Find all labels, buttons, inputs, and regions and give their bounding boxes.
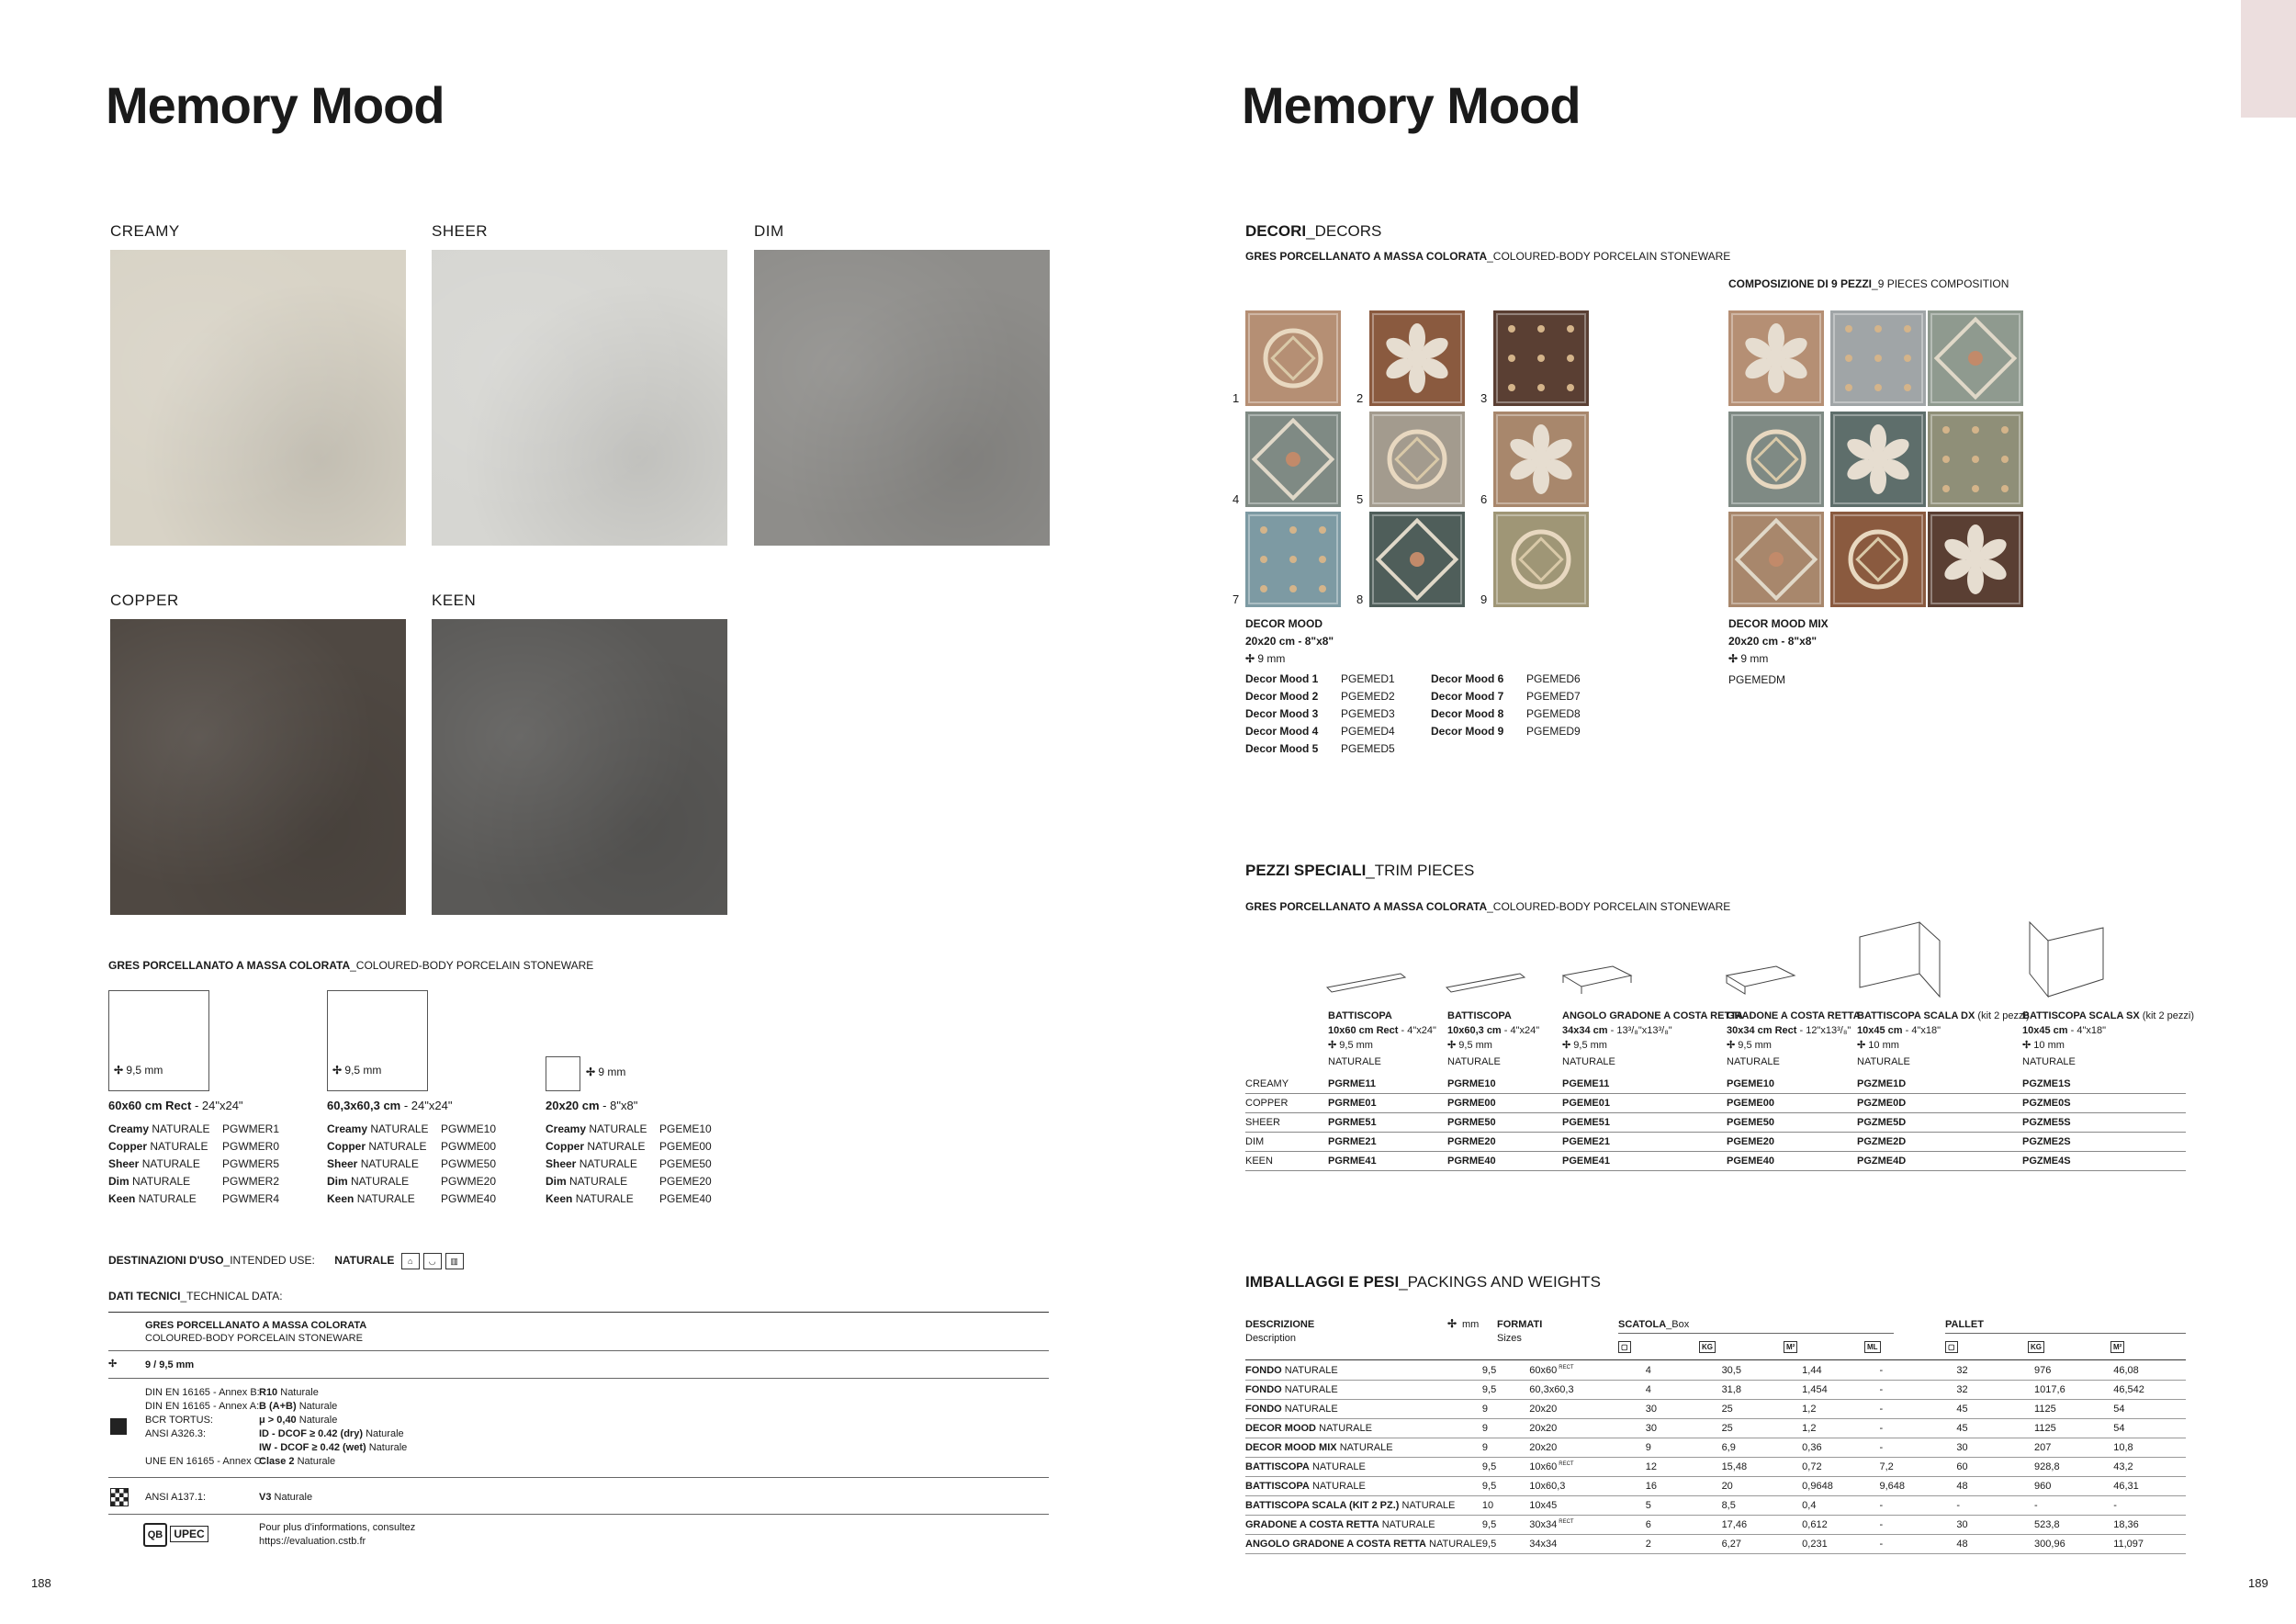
format-code: PGWME50	[441, 1157, 497, 1170]
bath-icon: ◡	[423, 1253, 442, 1269]
decor-item-code: PGEMED6	[1526, 672, 1581, 685]
decor-tile	[1493, 412, 1589, 507]
pack-row: FONDO NATURALE 9,5 60,3x60,3 4 31,8 1,454 - 32 1017,6 46,542	[1245, 1381, 2186, 1400]
trim-col-head: GRADONE A COSTA RETTA 30x34 cm Rect - 12"x13³/₈" ✢ 9,5 mm NATURALE	[1727, 1010, 1861, 1067]
tech-value: IW - DCOF ≥ 0.42 (wet) Naturale	[259, 1442, 408, 1453]
decor-item-name: Decor Mood 2	[1245, 690, 1319, 703]
decor-tile	[1245, 512, 1341, 607]
page-title-left: Memory Mood	[106, 76, 445, 134]
mix-tile	[1928, 512, 2023, 607]
tech-title: DATI TECNICI_TECHNICAL DATA:	[108, 1290, 283, 1303]
composition-title: COMPOSIZIONE DI 9 PEZZI_9 PIECES COMPOSITION	[1728, 277, 2009, 290]
pack-heading: IMBALLAGGI E PESI_PACKINGS AND WEIGHTS	[1245, 1273, 1601, 1291]
format-row: Sheer NATURALE	[327, 1157, 419, 1170]
tile-swatch	[110, 250, 406, 546]
thickness-icon: ✢	[1447, 1317, 1458, 1330]
trim-drawings	[1322, 909, 2204, 1012]
decor-item-name: Decor Mood 9	[1431, 725, 1504, 738]
pack-head-cell: mm	[1462, 1319, 1480, 1330]
tech-norm: BCR TORTUS:	[145, 1415, 213, 1426]
mix-tile	[1928, 412, 2023, 507]
box-icon: ▢	[1618, 1341, 1631, 1353]
mix-tile	[1728, 310, 1824, 406]
corner-tab	[2241, 0, 2296, 118]
decor-item-name: Decor Mood 4	[1245, 725, 1319, 738]
decor-number: 9	[1480, 592, 1488, 606]
format-row: Keen NATURALE	[108, 1192, 197, 1205]
format-code: PGWME40	[441, 1192, 497, 1205]
format-code: PGWMER0	[222, 1140, 280, 1153]
decor-tile	[1493, 310, 1589, 406]
format-row: Creamy NATURALE	[108, 1122, 210, 1135]
tech-value: B (A+B) Naturale	[259, 1401, 338, 1412]
trim-col-head: BATTISCOPA 10x60,3 cm - 4"x24" ✢ 9,5 mm NATURALE	[1447, 1010, 1540, 1067]
format-row: Keen NATURALE	[546, 1192, 634, 1205]
mix-tile	[1830, 310, 1926, 406]
step-corner-drawing	[1563, 966, 1631, 994]
decor-item-name: Decor Mood 1	[1245, 672, 1319, 685]
decor-tile	[1493, 512, 1589, 607]
upec-logo: QB UPEC	[143, 1523, 208, 1547]
trim-material: GRES PORCELLANATO A MASSA COLORATA_COLOURED-BODY PORCELAIN STONEWARE	[1245, 900, 1731, 913]
page-number-right: 189	[2248, 1576, 2268, 1590]
decor-material: GRES PORCELLANATO A MASSA COLORATA_COLOURED-BODY PORCELAIN STONEWARE	[1245, 250, 1731, 263]
decor-number: 3	[1480, 391, 1488, 405]
tech-value: R10 Naturale	[259, 1387, 319, 1398]
format-code: PGWMER1	[222, 1122, 280, 1135]
format-row: Sheer NATURALE	[546, 1157, 637, 1170]
format-row: Creamy NATURALE	[546, 1122, 647, 1135]
mix-tile	[1830, 412, 1926, 507]
format-row: Dim NATURALE	[108, 1175, 191, 1188]
format-code: PGWME00	[441, 1140, 497, 1153]
tech-norm: ANSI A326.3:	[145, 1428, 207, 1439]
decor-number: 5	[1356, 492, 1364, 506]
tech-norm: DIN EN 16165 - Annex B:	[145, 1387, 260, 1398]
trim-col-head: ANGOLO GRADONE A COSTA RETTA 34x34 cm - 13³/₈"x13³/₈" ✢ 9,5 mm NATURALE	[1562, 1010, 1743, 1067]
format-code: PGEME00	[659, 1140, 712, 1153]
trim-col-head: BATTISCOPA 10x60 cm Rect - 4"x24" ✢ 9,5 mm NATURALE	[1328, 1010, 1436, 1067]
decor-number: 6	[1480, 492, 1488, 506]
format-size: 60x60 cm Rect - 24"x24"	[108, 1099, 243, 1112]
area-icon: M²	[2110, 1341, 2124, 1353]
format-thickness: ✢ 9,5 mm	[114, 1064, 163, 1077]
mix-tile	[1728, 412, 1824, 507]
pack-row: BATTISCOPA SCALA (KIT 2 PZ.) NATURALE 10 10x45 5 8,5 0,4 - - - -	[1245, 1496, 2186, 1516]
tile-label: KEEN	[432, 592, 477, 609]
pack-row: FONDO NATURALE 9 20x20 30 25 1,2 - 45 1125 54	[1245, 1400, 2186, 1419]
decor-tile	[1369, 412, 1465, 507]
trim-row: CREAMY PGRME11 PGRME10 PGEME11 PGEME10 PGZME1D PGZME1S	[1245, 1075, 2186, 1094]
pack-box-head: SCATOLA_Box	[1618, 1319, 1690, 1330]
trim-col-head: BATTISCOPA SCALA SX (kit 2 pezzi) 10x45 cm - 4"x18" ✢ 10 mm NATURALE	[2022, 1010, 2195, 1067]
format-row: Creamy NATURALE	[327, 1122, 429, 1135]
format-code: PGWMER2	[222, 1175, 280, 1188]
pack-row: GRADONE A COSTA RETTA NATURALE 9,5 30x34 $^{RECT}$ 6 17,46 0,612 - 30 523,8 18,36	[1245, 1516, 2186, 1535]
format-row: Sheer NATURALE	[108, 1157, 200, 1170]
step-drawing	[1727, 966, 1795, 994]
decor-tile	[1245, 412, 1341, 507]
decor-item-name: Decor Mood 5	[1245, 742, 1319, 755]
format-thickness: ✢ 9,5 mm	[332, 1064, 382, 1077]
tech-value: ID - DCOF ≥ 0.42 (dry) Naturale	[259, 1428, 404, 1439]
mix-tile	[1728, 512, 1824, 607]
shop-icon: ▥	[445, 1253, 464, 1269]
pack-row: ANGOLO GRADONE A COSTA RETTA NATURALE 9,5 34x34 2 6,27 0,231 - 48 300,96 11,097	[1245, 1535, 2186, 1554]
tile-label: CREAMY	[110, 222, 180, 240]
slip-icon	[110, 1418, 127, 1435]
decor-item-code: PGEMED4	[1341, 725, 1395, 738]
format-code: PGWMER5	[222, 1157, 280, 1170]
tech-norm: UNE EN 16165 - Annex C:	[145, 1456, 264, 1467]
tech-value: μ > 0,40 Naturale	[259, 1415, 338, 1426]
tile-label: SHEER	[432, 222, 489, 240]
pack-row: FONDO NATURALE 9,5 60x60 $^{RECT}$ 4 30,5 1,44 - 32 976 46,08	[1245, 1361, 2186, 1381]
pack-row: BATTISCOPA NATURALE 9,5 10x60 $^{RECT}$ 12 15,48 0,72 7,2 60 928,8 43,2	[1245, 1458, 2186, 1477]
weight-icon: KG	[2028, 1341, 2044, 1353]
pack-head-cell: Sizes	[1497, 1333, 1522, 1344]
trim-col-head: BATTISCOPA SCALA DX (kit 2 pezzi) 10x45 cm - 4"x18" ✢ 10 mm NATURALE	[1857, 1010, 2030, 1067]
format-row: Dim NATURALE	[546, 1175, 628, 1188]
format-row: Copper NATURALE	[546, 1140, 646, 1153]
decor-item-code: PGEMED8	[1526, 707, 1581, 720]
length-icon: ML	[1864, 1341, 1881, 1353]
pallet-icon: ▢	[1945, 1341, 1958, 1353]
area-icon: M²	[1784, 1341, 1797, 1353]
mix-info: DECOR MOOD MIX 20x20 cm - 8"x8" ✢ 9 mm PGEMEDM	[1728, 617, 1829, 686]
mix-tile	[1830, 512, 1926, 607]
tile-swatch	[432, 250, 727, 546]
trim-row: COPPER PGRME01 PGRME00 PGEME01 PGEME00 PGZME0D PGZME0S	[1245, 1094, 2186, 1113]
decor-item-code: PGEMED9	[1526, 725, 1581, 738]
pack-head-cell: PALLET	[1945, 1319, 1984, 1330]
decor-item-code: PGEMED3	[1341, 707, 1395, 720]
trim-row: KEEN PGRME41 PGRME40 PGEME41 PGEME40 PGZME4D PGZME4S	[1245, 1152, 2186, 1171]
format-row: Copper NATURALE	[108, 1140, 208, 1153]
tile-label: DIM	[754, 222, 784, 240]
decor-number: 7	[1232, 592, 1240, 606]
intended-use: DESTINAZIONI D'USO_INTENDED USE: NATURALE ⌂ ◡ ▥	[108, 1253, 464, 1269]
format-code: PGEME50	[659, 1157, 712, 1170]
tech-norm: DIN EN 16165 - Annex A:	[145, 1401, 260, 1412]
format-code: PGWMER4	[222, 1192, 280, 1205]
pack-table	[1245, 1361, 2186, 1554]
pack-row: DECOR MOOD MIX NATURALE 9 20x20 9 6,9 0,36 - 30 207 10,8	[1245, 1438, 2186, 1458]
format-row: Copper NATURALE	[327, 1140, 427, 1153]
format-code: PGEME40	[659, 1192, 712, 1205]
material-line: GRES PORCELLANATO A MASSA COLORATA_COLOURED-BODY PORCELAIN STONEWARE	[108, 959, 594, 972]
format-box	[546, 1056, 580, 1091]
tech-value: Clase 2 Naturale	[259, 1456, 336, 1467]
pack-head-cell: Description	[1245, 1333, 1297, 1344]
format-row: Keen NATURALE	[327, 1192, 415, 1205]
decor-item-name: Decor Mood 8	[1431, 707, 1504, 720]
decor-heading: DECORI_DECORS	[1245, 222, 1382, 240]
decor-number: 1	[1232, 391, 1240, 405]
tech-material-2: COLOURED-BODY PORCELAIN STONEWARE	[145, 1333, 363, 1344]
trim-row: DIM PGRME21 PGRME20 PGEME21 PGEME20 PGZME2D PGZME2S	[1245, 1133, 2186, 1152]
format-code: PGEME20	[659, 1175, 712, 1188]
decor-tile	[1369, 512, 1465, 607]
decor-item-code: PGEMED7	[1526, 690, 1581, 703]
stair-skirting-sx-drawing	[2030, 922, 2103, 997]
format-code: PGWME20	[441, 1175, 497, 1188]
tech-material-1: GRES PORCELLANATO A MASSA COLORATA	[145, 1320, 367, 1331]
weight-icon: KG	[1699, 1341, 1716, 1353]
pack-head-cell: DESCRIZIONE	[1245, 1319, 1315, 1330]
house-icon: ⌂	[401, 1253, 420, 1269]
decor-tile	[1369, 310, 1465, 406]
mix-tile	[1928, 310, 2023, 406]
format-size: 60,3x60,3 cm - 24"x24"	[327, 1099, 453, 1112]
page-title-right: Memory Mood	[1242, 76, 1581, 134]
page-number-left: 188	[31, 1576, 51, 1590]
decor-item-code: PGEMED5	[1341, 742, 1395, 755]
skirting-drawing-1	[1327, 974, 1405, 992]
decor-mood-info: DECOR MOOD 20x20 cm - 8"x8" ✢ 9 mm	[1245, 617, 1334, 665]
pack-row: DECOR MOOD NATURALE 9 20x20 30 25 1,2 - 45 1125 54	[1245, 1419, 2186, 1438]
decor-item-code: PGEMED1	[1341, 672, 1395, 685]
trim-table	[1245, 1075, 2186, 1171]
tile-swatch	[432, 619, 727, 915]
format-row: Dim NATURALE	[327, 1175, 410, 1188]
tile-swatch	[110, 619, 406, 915]
pack-head-cell: FORMATI	[1497, 1319, 1543, 1330]
decor-tile	[1245, 310, 1341, 406]
upec-text-1: Pour plus d'informations, consultez	[259, 1522, 416, 1533]
format-thickness: ✢ 9 mm	[586, 1066, 626, 1078]
thickness-icon: ✢	[108, 1359, 118, 1370]
skirting-drawing-2	[1446, 974, 1525, 992]
format-code: PGEME10	[659, 1122, 712, 1135]
decor-number: 4	[1232, 492, 1240, 506]
stair-skirting-dx-drawing	[1860, 922, 1940, 997]
shade-icon	[110, 1488, 129, 1506]
trim-heading: PEZZI SPECIALI_TRIM PIECES	[1245, 862, 1475, 879]
decor-number: 8	[1356, 592, 1364, 606]
tech-thickness: 9 / 9,5 mm	[145, 1359, 195, 1370]
decor-item-code: PGEMED2	[1341, 690, 1395, 703]
pack-row: BATTISCOPA NATURALE 9,5 10x60,3 16 20 0,9648 9,648 48 960 46,31	[1245, 1477, 2186, 1496]
format-code: PGWME10	[441, 1122, 497, 1135]
decor-item-name: Decor Mood 6	[1431, 672, 1504, 685]
format-size: 20x20 cm - 8"x8"	[546, 1099, 638, 1112]
tile-label: COPPER	[110, 592, 179, 609]
decor-item-name: Decor Mood 7	[1431, 690, 1504, 703]
decor-number: 2	[1356, 391, 1364, 405]
upec-text-2[interactable]: https://evaluation.cstb.fr	[259, 1536, 366, 1547]
tech-ansi-value: V3 Naturale	[259, 1492, 313, 1503]
tech-ansi: ANSI A137.1:	[145, 1492, 207, 1503]
trim-row: SHEER PGRME51 PGRME50 PGEME51 PGEME50 PGZME5D PGZME5S	[1245, 1113, 2186, 1133]
decor-item-name: Decor Mood 3	[1245, 707, 1319, 720]
tile-swatch	[754, 250, 1050, 546]
